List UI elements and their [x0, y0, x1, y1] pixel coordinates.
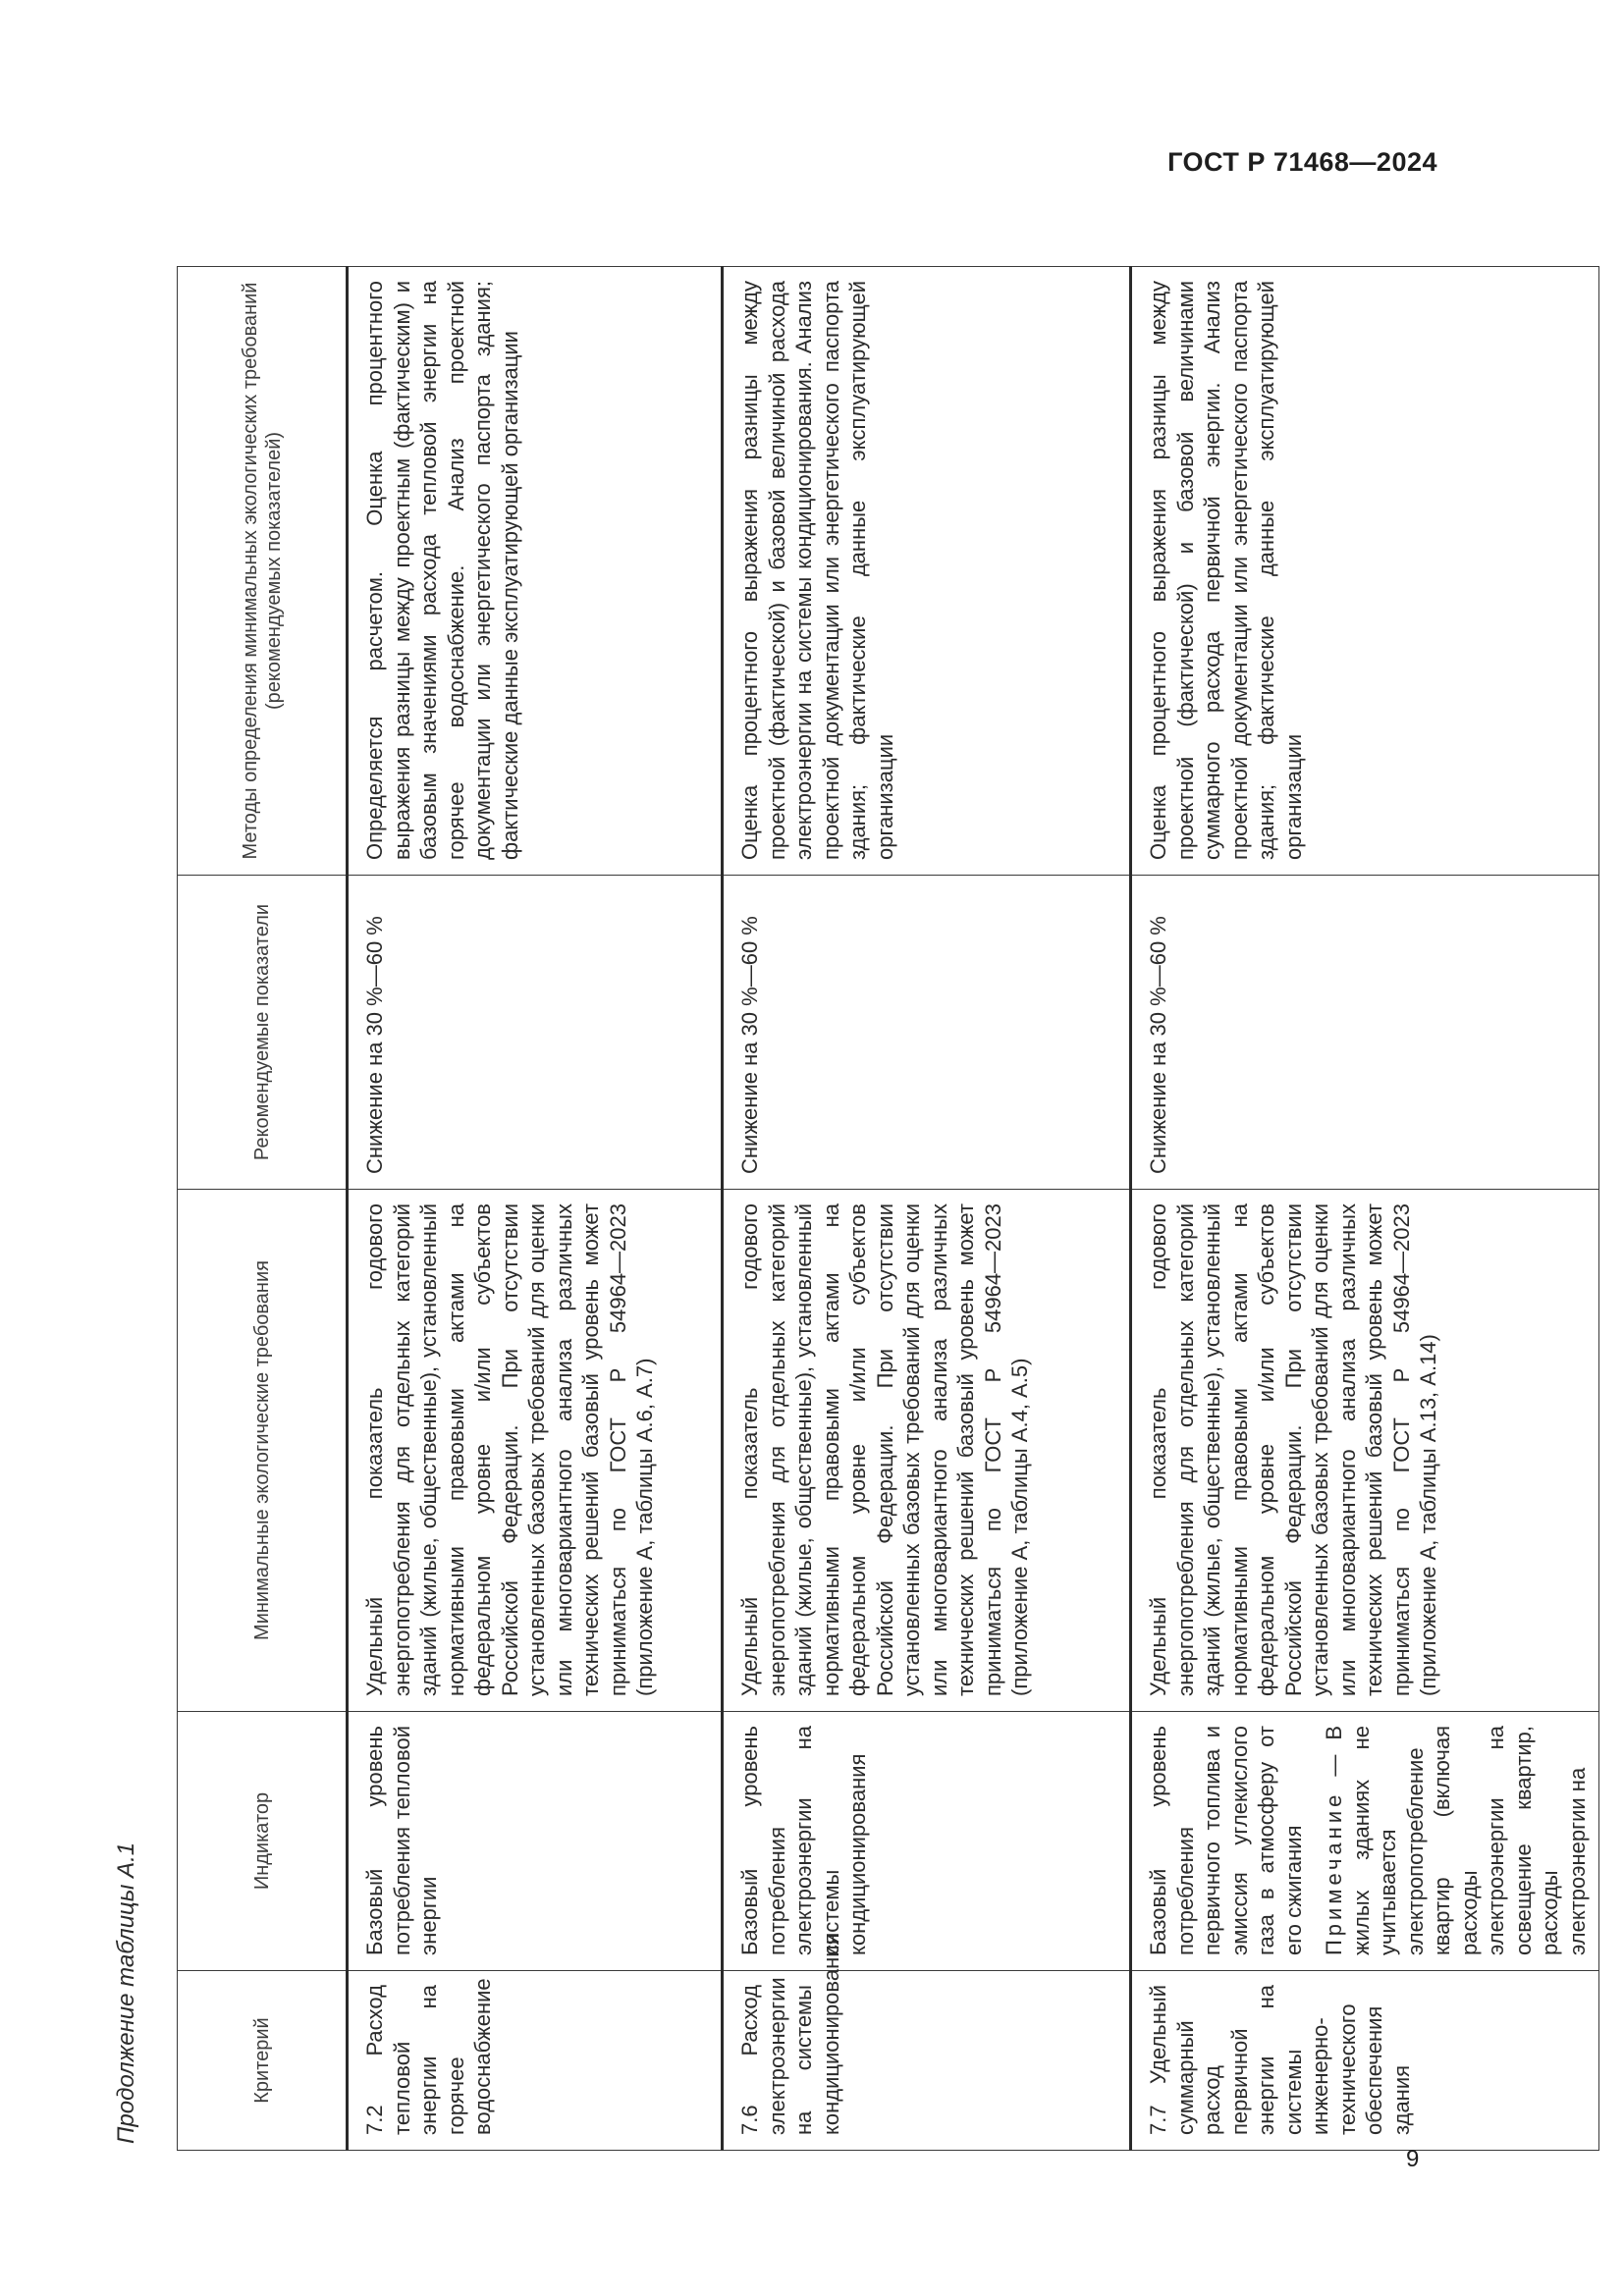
cell-recommended: Снижение на 30 %—60 %: [1131, 876, 1599, 1190]
table-row: [723, 267, 1131, 2151]
cell-recommended: Снижение на 30 %—60 %: [348, 876, 723, 1190]
indicator-note: [1321, 1726, 1591, 1955]
note-label: Примечание: [1322, 1790, 1346, 1955]
table-row: [1131, 267, 1599, 2151]
landscape-page: [83, 233, 1590, 2154]
cell-criterion: 7.6 Расход электроэнергии на системы кондиционирования: [723, 1971, 1131, 2151]
column-header-indicator: Индикатор: [178, 1712, 348, 1971]
rotated-content-area: [83, 233, 1590, 2154]
column-header-criterion: Критерий: [178, 1971, 348, 2151]
cell-methods: Оценка процентного выражения разницы между проектной (фактической) и базовой величиной расхода электроэнергии на системы кондиционирования. Анализ проектной документации или энергетического паспорта здания; фактические данные эксплуатирующей организации: [723, 267, 1131, 876]
indicator-text: Базовый уровень потребления первичного топлива и эмиссия углекислого газа в атмосферу от его сжигания: [1146, 1726, 1306, 1955]
requirements-table: [177, 266, 1599, 2151]
cell-indicator: Базовый уровень потребления тепловой энергии: [348, 1712, 723, 1971]
column-header-recommended: Рекомендуемые показатели: [178, 876, 348, 1190]
table-caption: Продолжение таблицы А.1: [113, 1842, 139, 2144]
column-header-methods: Методы определения минимальных экологических требований (рекомендуемых показателей): [178, 267, 348, 876]
cell-methods: Определяется расчетом. Оценка процентного выражения разницы между проектным (фактическим) и базовым значениями расхода тепловой энергии на горячее водоснабжение. Анализ проектной документации или энергетического паспорта здания; фактические данные эксплуатирующей организации: [348, 267, 723, 876]
cell-requirements: Удельный показатель годового энергопотребления для отдельных категорий зданий (жилые, общественные), установленный нормативными правовыми актами на федеральном уровне и/или субъектов Российской Федерации. При отсутствии установленных базовых требований для оценки или многовариантного анализа различных технических решений базовый уровень может приниматься по ГОСТ Р 54964—2023 (приложение А, таблицы А.6, А.7): [348, 1190, 723, 1712]
cell-indicator: [1131, 1712, 1599, 1971]
page-number: 9: [1406, 2146, 1420, 2172]
cell-requirements: Удельный показатель годового энергопотребления для отдельных категорий зданий (жилые, общественные), установленный нормативными правовыми актами на федеральном уровне и/или субъектов Российской Федерации. При отсутствии установленных базовых требований для оценки или многовариантного анализа различных технических решений базовый уровень может приниматься по ГОСТ Р 54964—2023 (приложение А, таблицы А.13, А.14): [1131, 1190, 1599, 1712]
cell-indicator: Базовый уровень потребления электроэнергии на системы кондиционирования: [723, 1712, 1131, 1971]
note-text: — В жилых зданиях не учитывается электропотребление квартир (включая расходы электроэнергии на освещение квартир, расходы электроэнергии на: [1322, 1726, 1590, 1955]
table-header-row: [178, 267, 348, 2151]
cell-criterion: 7.2 Расход тепловой энергии на горячее водоснабжение: [348, 1971, 723, 2151]
document-id: ГОСТ Р 71468—2024: [1167, 147, 1437, 177]
cell-methods: Оценка процентного выражения разницы между проектной (фактической) и базовой величинами суммарного расхода первичной энергии. Анализ проектной документации или энергетического паспорта здания; фактические данные эксплуатирующей организации: [1131, 267, 1599, 876]
column-header-requirements: Минимальные экологические требования: [178, 1190, 348, 1712]
cell-recommended: Снижение на 30 %—60 %: [723, 876, 1131, 1190]
cell-requirements: Удельный показатель годового энергопотребления для отдельных категорий зданий (жилые, общественные), установленный нормативными правовыми актами на федеральном уровне и/или субъектов Российской Федерации. При отсутствии установленных базовых требований для оценки или многовариантного анализа различных технических решений базовый уровень может приниматься по ГОСТ Р 54964—2023 (приложение А, таблицы А.4, А.5): [723, 1190, 1131, 1712]
cell-criterion: 7.7 Удельный суммарный расход первичной энергии на системы инженерно-технического обеспечения здания: [1131, 1971, 1599, 2151]
table-row: [348, 267, 723, 2151]
